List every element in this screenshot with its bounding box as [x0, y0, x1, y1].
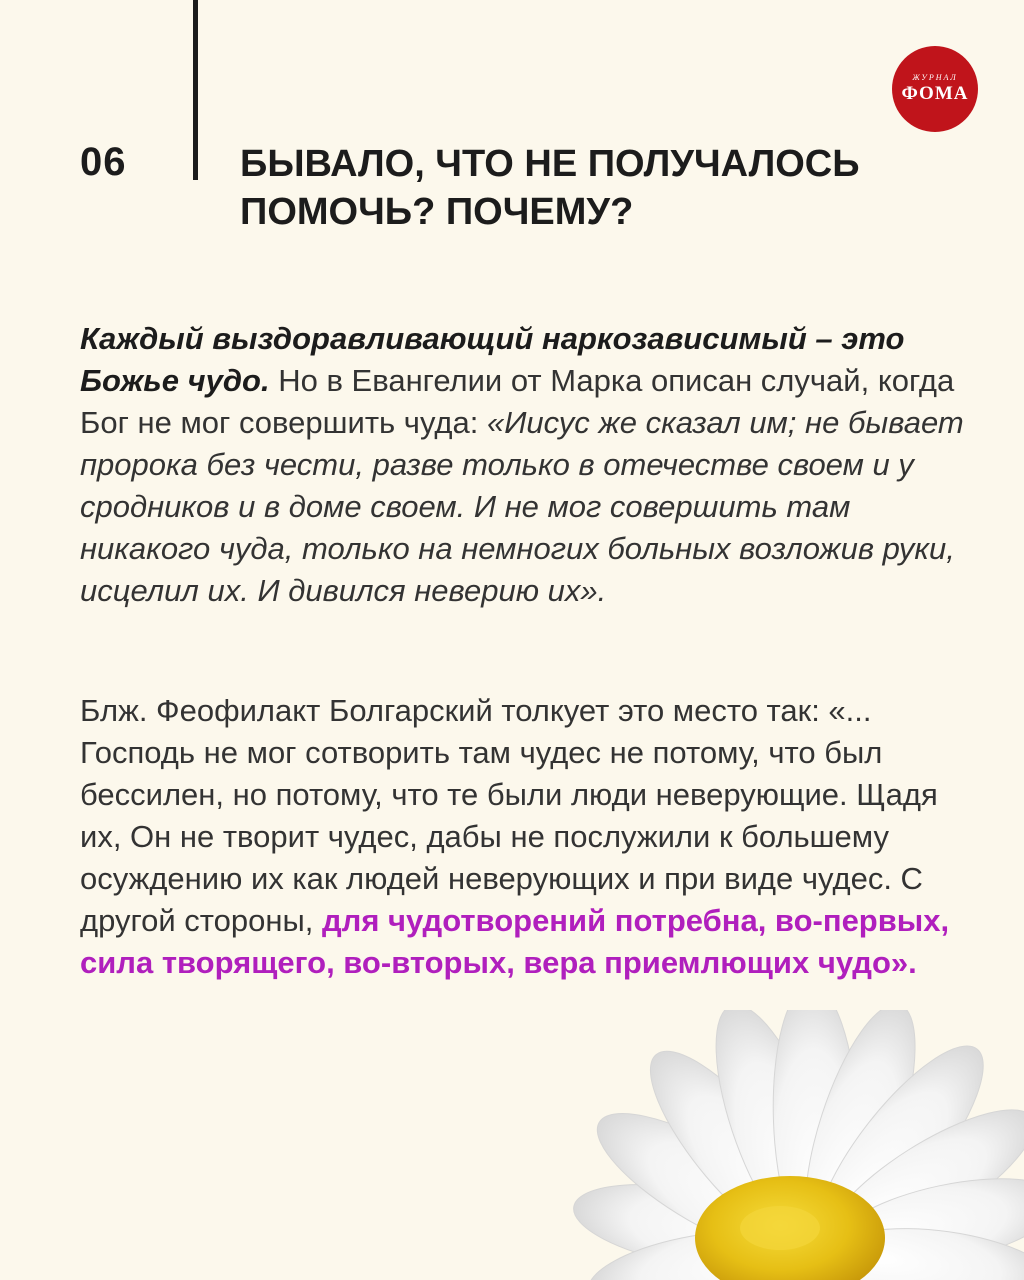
logo-big-text: ФОМА — [901, 83, 969, 104]
paragraph-1-bold-lead: Каждый выздоравливающий наркозависимый – это Божье чудо. — [80, 321, 905, 398]
paragraph-2 — [80, 690, 980, 984]
paragraph-2-text: Блж. Феофилакт Болгарский толкует это место так: «... Господь не мог сотворить там чудес не потому, что был бессилен, но потому, что те были люди неверующие. Щадя их, Он не творит чудес, дабы не послужили к большему осуждению их как людей неверующих и при виде чудес. С другой стороны, — [80, 693, 938, 938]
daisy-flower-image — [440, 1010, 1024, 1280]
foma-magazine-logo[interactable] — [892, 46, 978, 132]
paragraph-1 — [80, 318, 980, 612]
paragraph-1-text: Но в Евангелии от Марка описан случай, когда Бог не мог совершить чуда: — [80, 363, 955, 440]
logo-small-text: ЖУРНАЛ — [912, 73, 958, 82]
section-title: БЫВАЛО, ЧТО НЕ ПОЛУЧАЛОСЬ ПОМОЧЬ? ПОЧЕМУ? — [240, 143, 860, 233]
highlighted-quote: для чудотворений потребна, во-первых, сила творящего, во-вторых, вера приемлющих чудо». — [80, 903, 950, 980]
section-number: 06 — [80, 140, 127, 184]
gospel-quote: «Иисус же сказал им; не бывает пророка без чести, разве только в отечестве своем и у сродников и в доме своем. И не мог совершить там никакого чуда, только на немногих больных возложив руки, исцелил их. И дивился неверию их». — [80, 405, 964, 608]
vertical-divider — [193, 0, 198, 180]
